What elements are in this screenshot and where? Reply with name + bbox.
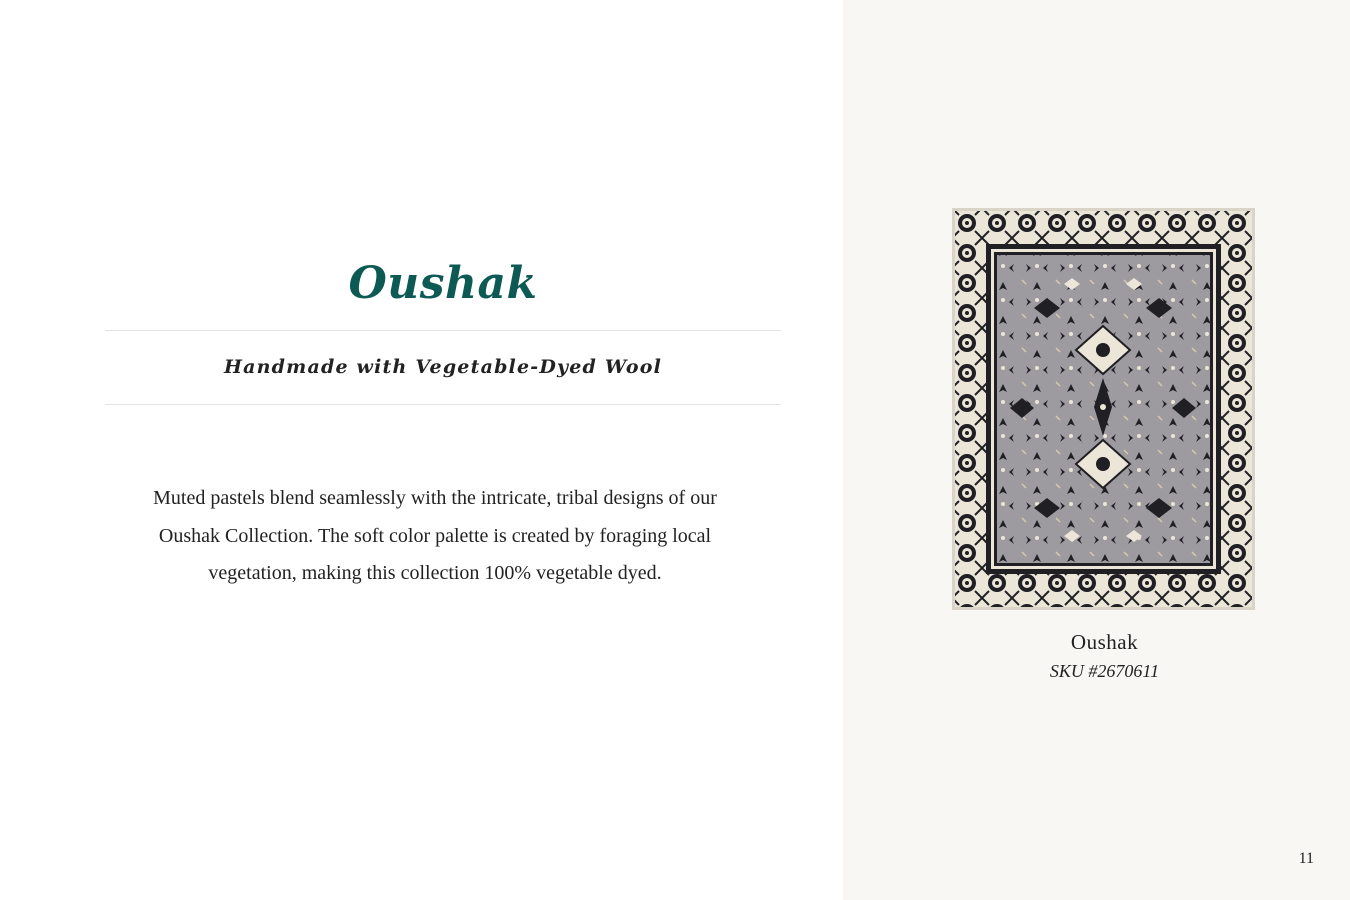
oushak-rug-image bbox=[952, 208, 1255, 610]
collection-title: Oushak bbox=[348, 258, 538, 309]
divider-bottom bbox=[105, 404, 781, 405]
collection-subtitle: Handmade with Vegetable-Dyed Wool bbox=[223, 356, 663, 378]
collection-description: Muted pastels blend seamlessly with the intricate, tribal designs of our Oushak Collection. The soft color palette is created by foraging local vegetation, making this collection 100% vegetable dyed. bbox=[153, 487, 717, 584]
page-number: 11 bbox=[1298, 850, 1314, 867]
product-name: Oushak bbox=[1070, 630, 1139, 654]
divider-top bbox=[105, 330, 781, 331]
product-sku: SKU #2670611 bbox=[1049, 661, 1160, 681]
